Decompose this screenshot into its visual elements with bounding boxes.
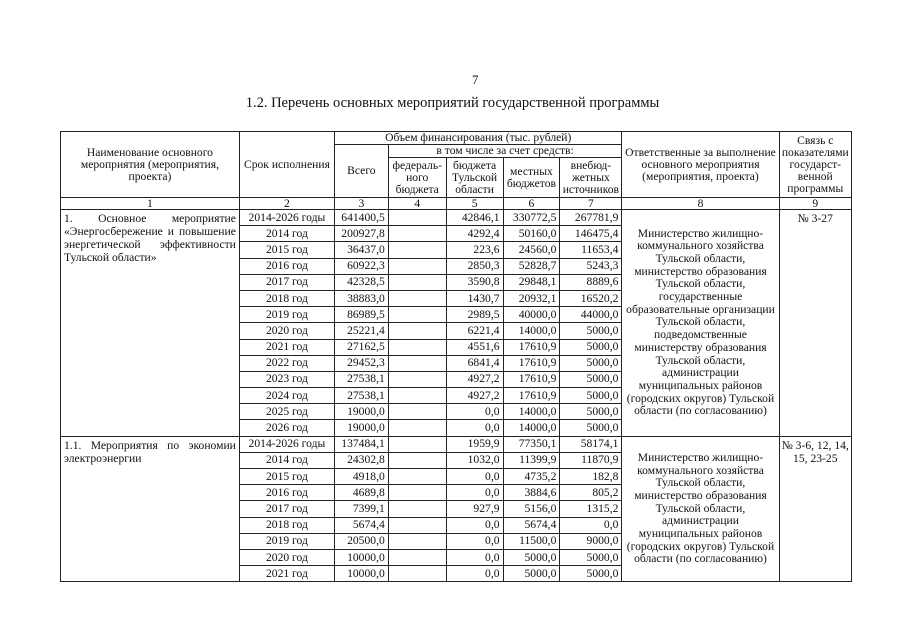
table-row xyxy=(61,210,852,226)
federal-cell xyxy=(388,501,446,517)
local-cell: 17610,9 xyxy=(503,355,560,371)
column-number: 2 xyxy=(239,198,334,210)
regional-cell: 0,0 xyxy=(446,566,503,582)
year-cell: 2014 год xyxy=(239,226,334,242)
total-cell: 200927,8 xyxy=(335,226,389,242)
local-cell: 24560,0 xyxy=(503,242,560,258)
responsible-cell: Министерство жилищно-коммунального хозяйства Тульской области, министерство образования Тульской области, государственные образовательные организации Тульской области, подведомственные министерству образования Тульской области, администрации муниципальных районов (городских округов) Тульской области (по согласованию) xyxy=(622,210,779,437)
year-cell: 2014-2026 годы xyxy=(239,210,334,226)
regional-cell: 0,0 xyxy=(446,533,503,549)
federal-cell xyxy=(388,258,446,274)
header-responsible: Ответственные за выполнение основного мероприятия (мероприятия, проекта) xyxy=(622,132,779,198)
regional-cell: 6221,4 xyxy=(446,323,503,339)
year-cell: 2026 год xyxy=(239,420,334,436)
total-cell: 10000,0 xyxy=(335,549,389,565)
extra-cell: 182,8 xyxy=(560,469,622,485)
total-cell: 24302,8 xyxy=(335,452,389,468)
year-cell: 2021 год xyxy=(239,339,334,355)
indicator-link-cell: № 3-6, 12, 14, 15, 23-25 xyxy=(779,436,851,582)
local-cell: 11500,0 xyxy=(503,533,560,549)
local-cell: 50160,0 xyxy=(503,226,560,242)
extra-cell: 146475,4 xyxy=(560,226,622,242)
extra-cell: 9000,0 xyxy=(560,533,622,549)
extra-cell: 1315,2 xyxy=(560,501,622,517)
local-cell: 330772,5 xyxy=(503,210,560,226)
total-cell: 19000,0 xyxy=(335,420,389,436)
column-number: 1 xyxy=(61,198,240,210)
federal-cell xyxy=(388,339,446,355)
federal-cell xyxy=(388,371,446,387)
local-cell: 20932,1 xyxy=(503,290,560,306)
total-cell: 641400,5 xyxy=(335,210,389,226)
federal-cell xyxy=(388,566,446,582)
extra-cell: 5000,0 xyxy=(560,549,622,565)
column-number: 4 xyxy=(388,198,446,210)
regional-cell: 1032,0 xyxy=(446,452,503,468)
extra-cell: 58174,1 xyxy=(560,436,622,452)
total-cell: 7399,1 xyxy=(335,501,389,517)
year-cell: 2015 год xyxy=(239,469,334,485)
federal-cell xyxy=(388,404,446,420)
local-cell: 17610,9 xyxy=(503,371,560,387)
total-cell: 19000,0 xyxy=(335,404,389,420)
total-cell: 86989,5 xyxy=(335,307,389,323)
federal-cell xyxy=(388,274,446,290)
regional-cell: 4551,6 xyxy=(446,339,503,355)
federal-cell xyxy=(388,226,446,242)
extra-cell: 5000,0 xyxy=(560,355,622,371)
regional-cell: 0,0 xyxy=(446,485,503,501)
year-cell: 2014-2026 годы xyxy=(239,436,334,452)
year-cell: 2015 год xyxy=(239,242,334,258)
regional-cell: 2989,5 xyxy=(446,307,503,323)
total-cell: 27162,5 xyxy=(335,339,389,355)
federal-cell xyxy=(388,469,446,485)
local-cell: 11399,9 xyxy=(503,452,560,468)
header-federal: федераль-ного бюджета xyxy=(388,158,446,198)
regional-cell: 0,0 xyxy=(446,404,503,420)
local-cell: 77350,1 xyxy=(503,436,560,452)
page-title: 1.2. Перечень основных мероприятий государственной программы xyxy=(245,95,660,111)
column-number: 5 xyxy=(446,198,503,210)
regional-cell: 6841,4 xyxy=(446,355,503,371)
total-cell: 25221,4 xyxy=(335,323,389,339)
local-cell: 5156,0 xyxy=(503,501,560,517)
local-cell: 5000,0 xyxy=(503,566,560,582)
total-cell: 27538,1 xyxy=(335,371,389,387)
federal-cell xyxy=(388,307,446,323)
extra-cell: 5000,0 xyxy=(560,566,622,582)
page-number: 7 xyxy=(472,72,479,87)
total-cell: 137484,1 xyxy=(335,436,389,452)
year-cell: 2025 год xyxy=(239,404,334,420)
local-cell: 40000,0 xyxy=(503,307,560,323)
local-cell: 14000,0 xyxy=(503,323,560,339)
year-cell: 2017 год xyxy=(239,501,334,517)
measure-name: 1. Основное мероприятие «Энергосбережение и повышение энергетической эффективности Тульской области» xyxy=(61,210,240,437)
column-number: 8 xyxy=(622,198,779,210)
header-volume: Объем финансирования (тыс. рублей) xyxy=(335,132,622,145)
extra-cell: 5000,0 xyxy=(560,420,622,436)
total-cell: 20500,0 xyxy=(335,533,389,549)
federal-cell xyxy=(388,549,446,565)
regional-cell: 4927,2 xyxy=(446,371,503,387)
measures-table xyxy=(60,131,852,582)
local-cell: 14000,0 xyxy=(503,420,560,436)
federal-cell xyxy=(388,210,446,226)
indicator-link-cell: № 3-27 xyxy=(779,210,851,437)
federal-cell xyxy=(388,242,446,258)
year-cell: 2024 год xyxy=(239,388,334,404)
extra-cell: 16520,2 xyxy=(560,290,622,306)
regional-cell: 3590,8 xyxy=(446,274,503,290)
total-cell: 29452,3 xyxy=(335,355,389,371)
year-cell: 2023 год xyxy=(239,371,334,387)
column-number: 7 xyxy=(560,198,622,210)
year-cell: 2014 год xyxy=(239,452,334,468)
federal-cell xyxy=(388,290,446,306)
total-cell: 42328,5 xyxy=(335,274,389,290)
extra-cell: 5000,0 xyxy=(560,339,622,355)
extra-cell: 11870,9 xyxy=(560,452,622,468)
regional-cell: 2850,3 xyxy=(446,258,503,274)
header-link: Связь с показателями государст-венной программы xyxy=(779,132,851,198)
header-name: Наименование основного мероприятия (мероприятия, проекта) xyxy=(61,132,240,198)
regional-cell: 0,0 xyxy=(446,420,503,436)
local-cell: 5000,0 xyxy=(503,549,560,565)
column-numbers-row xyxy=(61,198,852,210)
column-number: 6 xyxy=(503,198,560,210)
year-cell: 2018 год xyxy=(239,290,334,306)
federal-cell xyxy=(388,485,446,501)
total-cell: 4918,0 xyxy=(335,469,389,485)
local-cell: 17610,9 xyxy=(503,339,560,355)
regional-cell: 927,9 xyxy=(446,501,503,517)
year-cell: 2019 год xyxy=(239,307,334,323)
regional-cell: 0,0 xyxy=(446,549,503,565)
regional-cell: 1430,7 xyxy=(446,290,503,306)
total-cell: 10000,0 xyxy=(335,566,389,582)
year-cell: 2022 год xyxy=(239,355,334,371)
year-cell: 2017 год xyxy=(239,274,334,290)
local-cell: 3884,6 xyxy=(503,485,560,501)
extra-cell: 44000,0 xyxy=(560,307,622,323)
extra-cell: 5000,0 xyxy=(560,404,622,420)
header-regional: бюджета Тульской области xyxy=(446,158,503,198)
extra-cell: 11653,4 xyxy=(560,242,622,258)
header-including: в том числе за счет средств: xyxy=(388,145,622,158)
year-cell: 2019 год xyxy=(239,533,334,549)
measure-name: 1.1. Мероприятия по экономии электроэнергии xyxy=(61,436,240,582)
federal-cell xyxy=(388,420,446,436)
regional-cell: 4927,2 xyxy=(446,388,503,404)
total-cell: 4689,8 xyxy=(335,485,389,501)
year-cell: 2016 год xyxy=(239,258,334,274)
total-cell: 27538,1 xyxy=(335,388,389,404)
year-cell: 2020 год xyxy=(239,549,334,565)
regional-cell: 0,0 xyxy=(446,469,503,485)
extra-cell: 5000,0 xyxy=(560,371,622,387)
federal-cell xyxy=(388,452,446,468)
regional-cell: 1959,9 xyxy=(446,436,503,452)
header-term: Срок исполнения xyxy=(239,132,334,198)
local-cell: 5674,4 xyxy=(503,517,560,533)
extra-cell: 5000,0 xyxy=(560,388,622,404)
total-cell: 36437,0 xyxy=(335,242,389,258)
year-cell: 2021 год xyxy=(239,566,334,582)
extra-cell: 5000,0 xyxy=(560,323,622,339)
extra-cell: 5243,3 xyxy=(560,258,622,274)
federal-cell xyxy=(388,388,446,404)
column-number: 9 xyxy=(779,198,851,210)
regional-cell: 223,6 xyxy=(446,242,503,258)
table-row xyxy=(61,436,852,452)
year-cell: 2018 год xyxy=(239,517,334,533)
federal-cell xyxy=(388,533,446,549)
local-cell: 52828,7 xyxy=(503,258,560,274)
total-cell: 38883,0 xyxy=(335,290,389,306)
column-number: 3 xyxy=(335,198,389,210)
federal-cell xyxy=(388,436,446,452)
responsible-cell: Министерство жилищно-коммунального хозяйства Тульской области, министерство образования Тульской области, администрации муниципальных районов (городских округов) Тульской области (по согласованию) xyxy=(622,436,779,582)
extra-cell: 805,2 xyxy=(560,485,622,501)
total-cell: 60922,3 xyxy=(335,258,389,274)
regional-cell: 4292,4 xyxy=(446,226,503,242)
year-cell: 2016 год xyxy=(239,485,334,501)
local-cell: 29848,1 xyxy=(503,274,560,290)
regional-cell: 0,0 xyxy=(446,517,503,533)
local-cell: 17610,9 xyxy=(503,388,560,404)
header-extra: внебюд-жетных источников xyxy=(560,158,622,198)
federal-cell xyxy=(388,517,446,533)
extra-cell: 0,0 xyxy=(560,517,622,533)
local-cell: 14000,0 xyxy=(503,404,560,420)
regional-cell: 42846,1 xyxy=(446,210,503,226)
header-local: местных бюджетов xyxy=(503,158,560,198)
extra-cell: 8889,6 xyxy=(560,274,622,290)
extra-cell: 267781,9 xyxy=(560,210,622,226)
federal-cell xyxy=(388,355,446,371)
federal-cell xyxy=(388,323,446,339)
header-total: Всего xyxy=(335,145,389,198)
local-cell: 4735,2 xyxy=(503,469,560,485)
total-cell: 5674,4 xyxy=(335,517,389,533)
year-cell: 2020 год xyxy=(239,323,334,339)
